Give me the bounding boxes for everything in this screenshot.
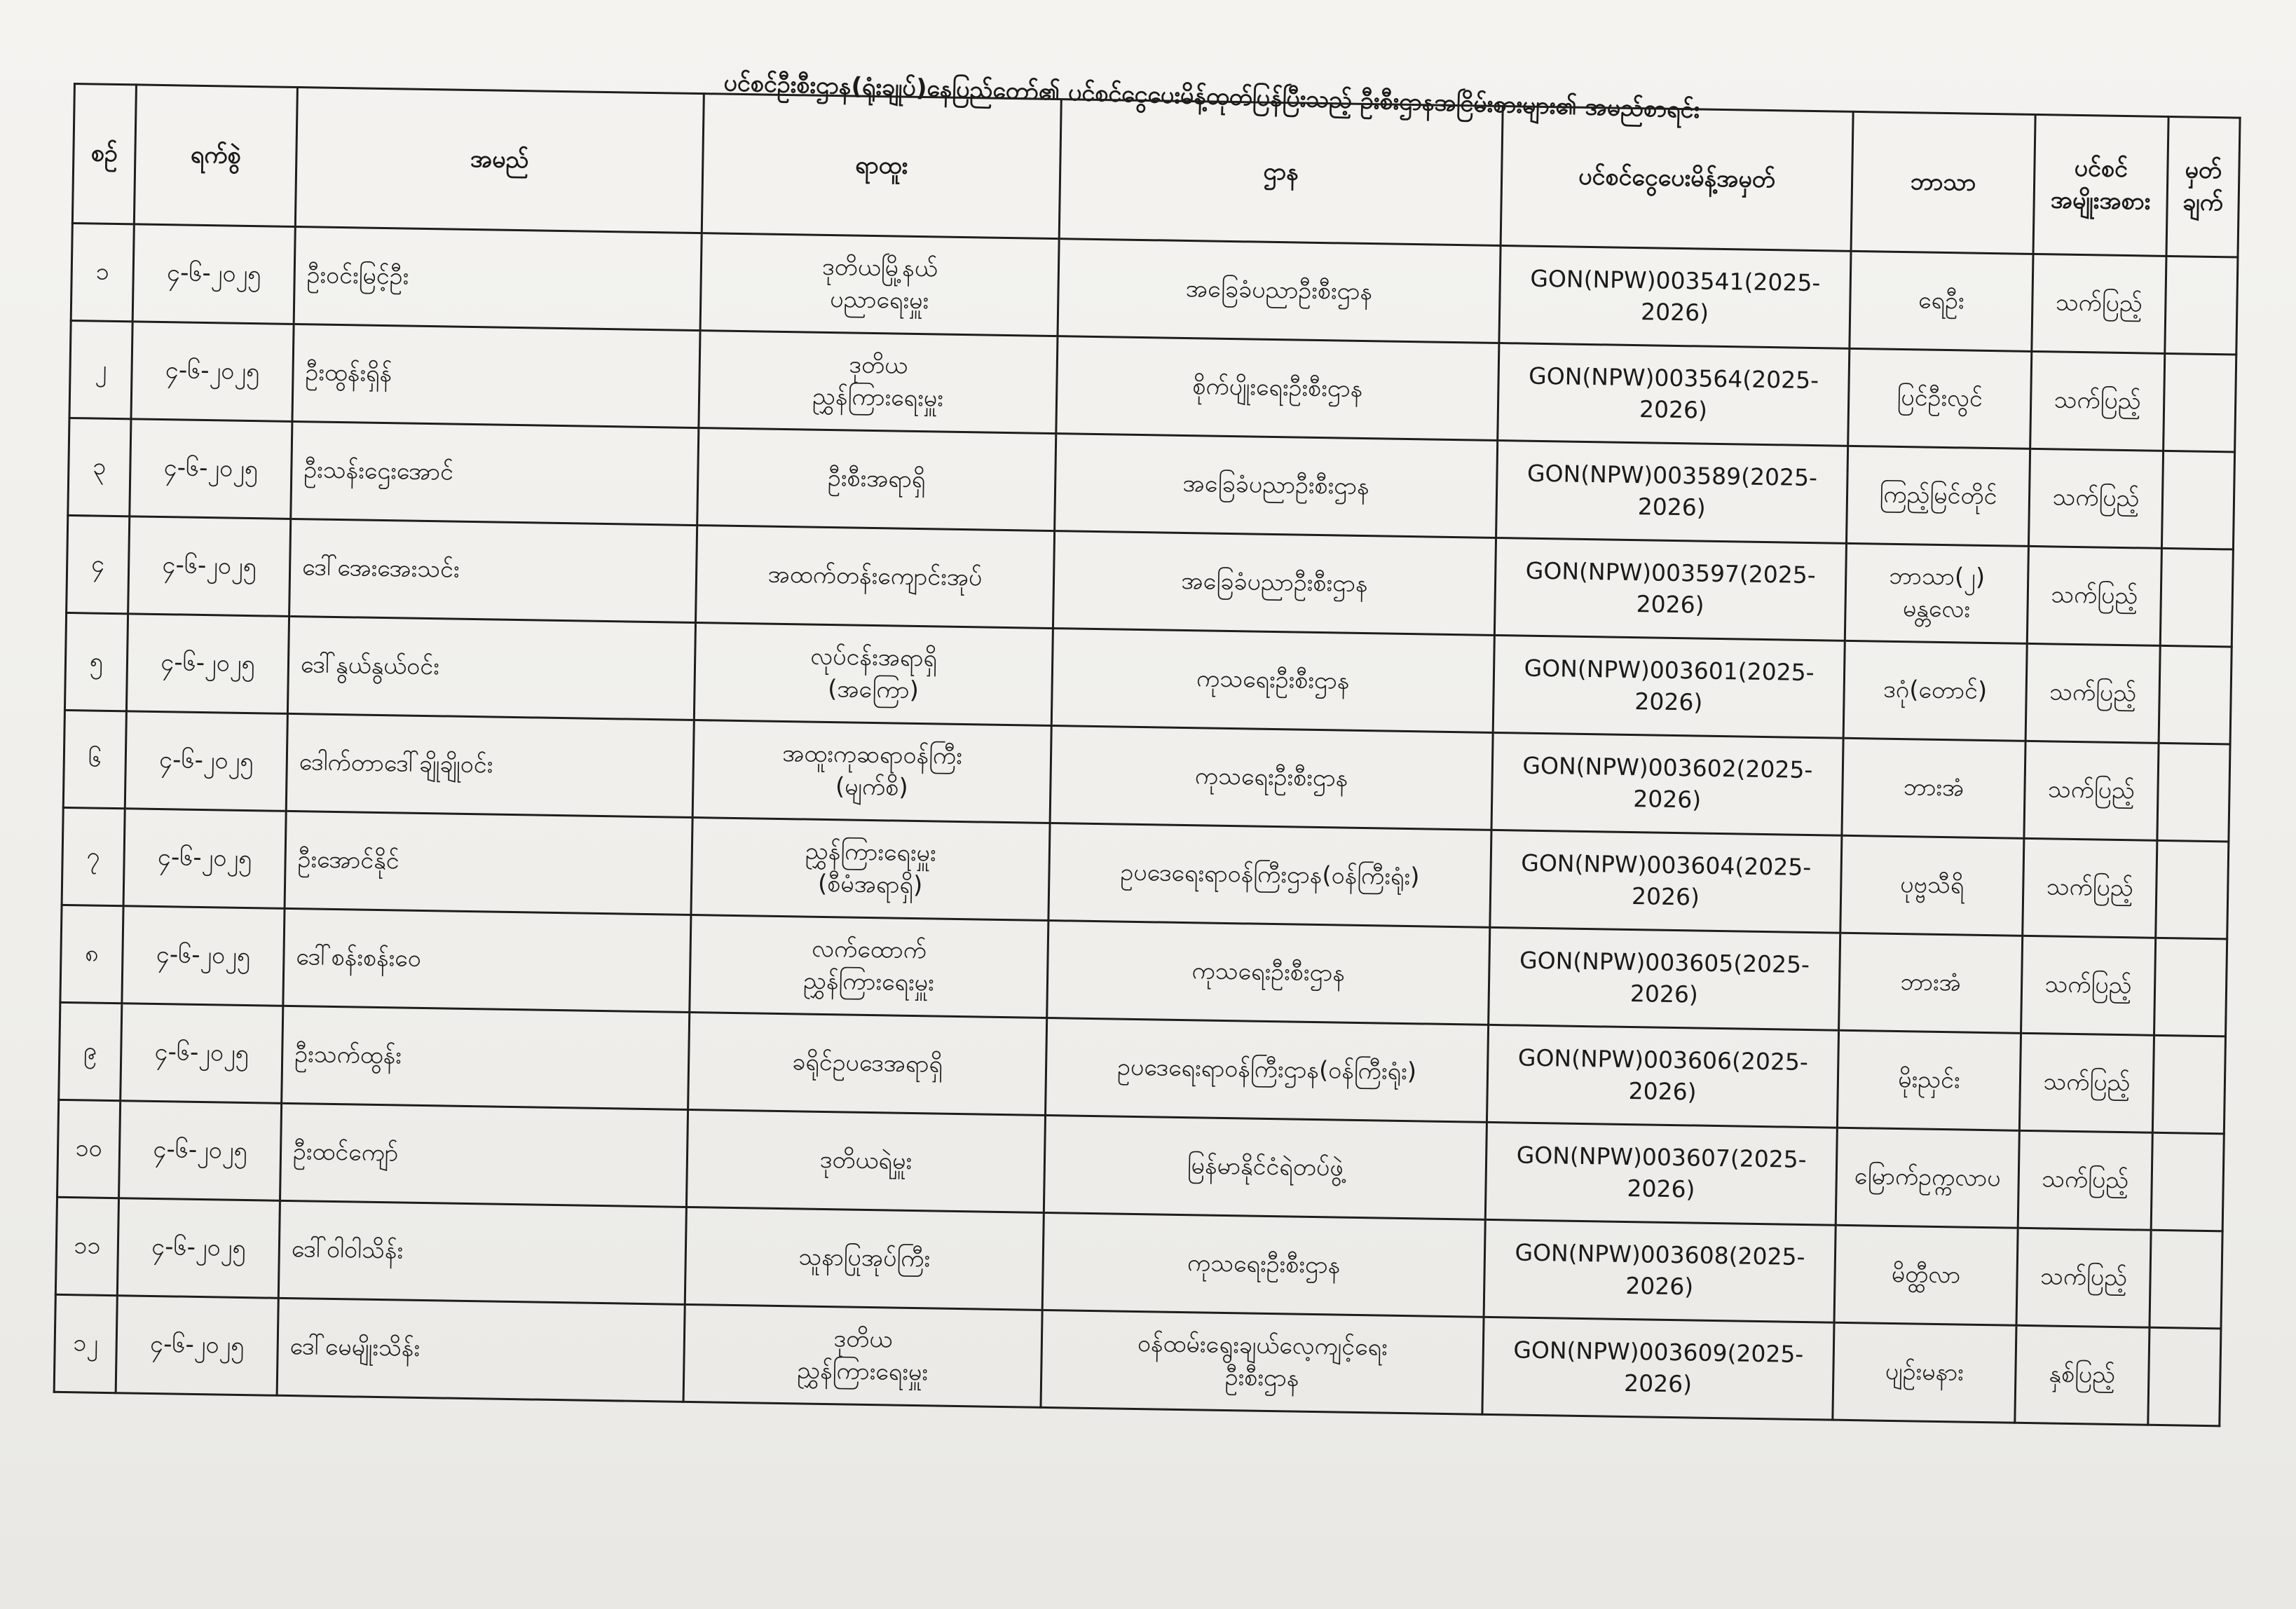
cell-name: ဒေါ်အေးအေးသင်း	[289, 519, 697, 622]
col-header-remarks-line2: ချက်	[2182, 188, 2224, 217]
cell-registration: GON(NPW)003564(2025-2026)	[1498, 343, 1850, 446]
pension-table	[53, 83, 2241, 1427]
cell-pension-type: နှစ်ပြည့်	[2015, 1325, 2150, 1425]
cell-pension-type: သက်ပြည့်	[2016, 1228, 2151, 1327]
cell-pension-type: သက်ပြည့်	[2018, 1130, 2152, 1230]
cell-faith	[1848, 348, 2032, 449]
cell-faith	[1834, 1225, 2018, 1325]
cell-name: ဒေါ်မေမျိုးသိန်း	[277, 1298, 685, 1402]
cell-registration: GON(NPW)003609(2025-2026)	[1482, 1317, 1834, 1420]
cell-date: ၄-၆-၂၀၂၅	[132, 224, 295, 324]
cell-position-line: ဒုတိယမြို့နယ်	[821, 252, 938, 283]
cell-faith	[1836, 1128, 2019, 1228]
cell-faith-line: ဘားအံ	[1900, 968, 1962, 997]
cell-department	[1055, 434, 1498, 538]
table-body	[54, 223, 2238, 1425]
cell-position	[690, 915, 1048, 1018]
cell-date: ၄-၆-၂၀၂၅	[131, 322, 294, 422]
cell-faith-line: မြောက်ဥက္ကလာပ	[1854, 1162, 2002, 1193]
cell-department-line: အခြေခံပညာဦးစီးဌာန	[1182, 469, 1370, 501]
cell-position	[686, 1109, 1045, 1212]
cell-pension-type: သက်ပြည့်	[2025, 643, 2160, 743]
cell-pension-type: သက်ပြည့်	[2021, 936, 2156, 1035]
cell-position-line: (စီမံအရာရှိ)	[817, 869, 923, 900]
cell-no: ၆	[63, 710, 126, 808]
cell-date: ၄-၆-၂၀၂၅	[123, 809, 286, 909]
cell-department	[1048, 823, 1491, 928]
cell-date: ၄-၆-၂၀၂၅	[117, 1198, 280, 1299]
cell-faith	[1840, 835, 2024, 936]
cell-department-line: ကုသရေးဦးစီးဌာန	[1194, 762, 1348, 793]
cell-faith-line: မိတ္ထီလာ	[1891, 1260, 1961, 1289]
cell-no: ၁	[71, 223, 134, 321]
cell-registration: GON(NPW)003604(2025-2026)	[1490, 830, 1842, 933]
cell-department-line: စိုက်ပျိုးရေးဦးစီးဌာန	[1192, 372, 1363, 403]
cell-no: ၇	[62, 807, 125, 905]
cell-faith-line: ဘားအံ	[1903, 773, 1964, 802]
col-header-faith: ဘာသာ	[1851, 111, 2035, 254]
cell-remarks	[2157, 743, 2230, 842]
cell-no: ၅	[64, 612, 128, 711]
cell-registration: GON(NPW)003602(2025-2026)	[1491, 732, 1843, 835]
cell-remarks	[2148, 1327, 2221, 1426]
cell-registration: GON(NPW)003607(2025-2026)	[1485, 1122, 1837, 1225]
cell-position-line: ဒုတိယ	[833, 1324, 893, 1354]
cell-no: ၃	[68, 418, 131, 516]
cell-department	[1046, 1018, 1489, 1122]
cell-registration: GON(NPW)003597(2025-2026)	[1494, 538, 1846, 641]
cell-name: ဦးထွန်းရှိန်	[292, 324, 700, 427]
cell-position-line: အထူးကုဆရာဝန်ကြီး	[781, 739, 963, 771]
cell-faith-line: ကြည့်မြင်တိုင်	[1879, 480, 1997, 511]
cell-faith	[1837, 1030, 2021, 1130]
cell-position-line: ပညာရေးမှူး	[829, 285, 929, 315]
cell-department-line: ကုသရေးဦးစီးဌာန	[1187, 1249, 1341, 1280]
cell-pension-type: သက်ပြည့်	[2032, 254, 2166, 353]
cell-faith	[1842, 738, 2025, 838]
cell-faith-line: ဘာသာ(၂)	[1889, 561, 1986, 592]
cell-faith-line: ပြင်ဦးလွင်	[1897, 383, 1983, 413]
cell-no: ၁၀	[57, 1100, 121, 1198]
cell-faith-line: ဒဂုံ(တောင်)	[1882, 675, 1988, 706]
col-header-type	[2033, 114, 2168, 256]
cell-department-line: ဦးစီးဌာန	[1224, 1363, 1299, 1392]
cell-position-line: ညွှန်ကြားရေးမှူး	[812, 382, 944, 413]
cell-pension-type: သက်ပြည့်	[2028, 449, 2163, 548]
cell-position-line: ညွှန်ကြားရေးမှူး	[805, 837, 937, 868]
cell-faith	[1839, 933, 2023, 1033]
cell-department	[1041, 1310, 1484, 1414]
cell-faith-line: ရေဦး	[1918, 286, 1964, 315]
cell-date: ၄-၆-၂၀၂၅	[121, 1004, 283, 1104]
cell-department-line: မြန်မာနိုင်ငံရဲတပ်ဖွဲ့	[1187, 1151, 1344, 1182]
col-header-type-line2: အမျိုးအစား	[2050, 186, 2151, 216]
cell-faith-line: မိုးညှင်း	[1897, 1065, 1960, 1095]
cell-remarks	[2161, 451, 2234, 549]
cell-remarks	[2150, 1230, 2222, 1329]
col-header-position: ရာထူး	[702, 94, 1061, 239]
cell-department-line: အခြေခံပညာဦးစီးဌာန	[1181, 566, 1368, 598]
cell-no: ၁၁	[55, 1197, 118, 1295]
cell-faith	[1843, 641, 2027, 741]
cell-position-line: လုပ်ငန်းအရာရှိ	[810, 642, 938, 673]
cell-position	[683, 1304, 1042, 1407]
cell-department	[1042, 1212, 1485, 1317]
cell-remarks	[2151, 1132, 2224, 1231]
cell-department	[1053, 531, 1496, 636]
cell-name: ဦးထင်ကျော်	[280, 1103, 688, 1207]
cell-position	[691, 818, 1050, 921]
cell-department-line: ဥပဒေရေးရာဝန်ကြီးဌာန(ဝန်ကြီးရုံး)	[1120, 858, 1420, 891]
cell-remarks	[2154, 938, 2227, 1036]
cell-position-line: ညွှန်ကြားရေးမှူး	[802, 966, 935, 997]
cell-position-line: ခရိုင်ဥပဒေအရာရှိ	[791, 1048, 943, 1079]
cell-position	[692, 720, 1051, 823]
cell-position-line: လက်ထောက်	[812, 934, 927, 965]
col-header-registration: ပင်စင်ငွေပေးမိန့်အမှတ်	[1501, 107, 1853, 252]
cell-name: ဦးသန်းဌေးအောင်	[291, 421, 699, 525]
cell-remarks	[2156, 840, 2229, 939]
cell-pension-type: သက်ပြည့်	[2027, 546, 2161, 645]
cell-position	[685, 1207, 1044, 1310]
cell-name: ဦးအောင်နိုင်	[285, 811, 692, 915]
cell-registration: GON(NPW)003606(2025-2026)	[1487, 1025, 1838, 1128]
cell-position	[700, 233, 1059, 336]
cell-no: ၄	[67, 515, 130, 613]
cell-name: ဒေါ်နွယ်နွယ်ဝင်း	[287, 616, 695, 720]
cell-position-line: သူနာပြုအုပ်ကြီး	[798, 1242, 931, 1273]
cell-position	[697, 428, 1056, 531]
cell-date: ၄-၆-၂၀၂၅	[119, 1101, 282, 1201]
cell-faith	[1850, 251, 2033, 351]
cell-position-line: ဦးစီးအရာရှိ	[827, 464, 926, 494]
cell-department	[1056, 336, 1499, 441]
cell-no: ၈	[60, 905, 123, 1003]
cell-position-line: (မျက်စိ)	[835, 772, 909, 802]
cell-department	[1050, 726, 1493, 830]
cell-faith	[1846, 446, 2030, 546]
cell-name: ဒေါက်တာဒေါ်ချိုချိုဝင်း	[286, 713, 694, 817]
col-header-remarks	[2166, 116, 2240, 257]
cell-position	[694, 623, 1053, 726]
cell-position-line: (အကြော)	[827, 675, 920, 705]
cell-remarks	[2164, 353, 2236, 452]
cell-registration: GON(NPW)003589(2025-2026)	[1496, 440, 1848, 543]
cell-faith-line: ပုဗ္ဗသီရိ	[1899, 870, 1964, 900]
cell-position-line: ညွှန်ကြားရေးမှူး	[797, 1356, 929, 1387]
cell-registration: GON(NPW)003608(2025-2026)	[1484, 1219, 1836, 1322]
cell-department	[1047, 920, 1490, 1025]
cell-pension-type: သက်ပြည့်	[2030, 351, 2165, 451]
col-header-remarks-line1: မှတ်	[2185, 156, 2222, 185]
cell-date: ၄-၆-၂၀၂၅	[116, 1296, 278, 1396]
cell-pension-type: သက်ပြည့်	[2019, 1033, 2154, 1132]
cell-position	[696, 526, 1055, 629]
pension-table-frame	[51, 83, 2239, 1539]
cell-department	[1058, 239, 1501, 343]
cell-position-line: အထက်တန်းကျောင်းအုပ်	[767, 560, 983, 592]
cell-department-line: ကုသရေးဦးစီးဌာန	[1191, 957, 1346, 987]
cell-faith	[1845, 543, 2028, 643]
cell-registration: GON(NPW)003601(2025-2026)	[1493, 635, 1845, 738]
cell-department-line: ဥပဒေရေးရာဝန်ကြီးဌာန(ဝန်ကြီးရုံး)	[1116, 1053, 1417, 1086]
cell-department	[1044, 1115, 1487, 1219]
cell-position-line: ဒုတိယ	[849, 350, 908, 380]
cell-department-line: ကုသရေးဦးစီးဌာန	[1196, 664, 1350, 695]
cell-position	[699, 331, 1058, 434]
cell-date: ၄-၆-၂၀၂၅	[130, 419, 292, 519]
cell-faith-line: မန္တလေး	[1902, 594, 1971, 624]
cell-faith	[1833, 1322, 2016, 1423]
cell-registration: GON(NPW)003605(2025-2026)	[1489, 927, 1840, 1030]
cell-no: ၂	[69, 320, 132, 418]
cell-name: ဦးဝင်းမြင့်ဦး	[294, 226, 702, 330]
cell-name: ဒေါ်စန်းစန်းဝေ	[283, 908, 691, 1012]
cell-faith-line: ပျဉ်းမနား	[1885, 1357, 1964, 1387]
col-header-date: ရက်စွဲ	[134, 85, 297, 227]
col-header-no: စဉ်	[72, 84, 136, 224]
cell-remarks	[2160, 548, 2233, 647]
cell-remarks	[2159, 645, 2232, 744]
cell-department-line: အခြေခံပညာဦးစီးဌာန	[1185, 275, 1373, 306]
cell-pension-type: သက်ပြည့်	[2023, 838, 2157, 938]
cell-no: ၁၂	[54, 1294, 117, 1392]
cell-date: ၄-၆-၂၀၂၅	[126, 614, 289, 714]
col-header-department: ဌာန	[1059, 100, 1503, 246]
cell-remarks	[2152, 1035, 2225, 1134]
cell-position-line: ဒုတိယရဲမှူး	[819, 1145, 913, 1176]
cell-no: ၉	[59, 1002, 122, 1100]
cell-date: ၄-၆-၂၀၂၅	[122, 906, 285, 1006]
cell-registration: GON(NPW)003541(2025-2026)	[1499, 246, 1851, 349]
col-header-name: အမည်	[295, 88, 704, 233]
cell-date: ၄-၆-၂၀၂၅	[125, 711, 287, 812]
cell-name: ဦးသက်ထွန်း	[282, 1006, 690, 1109]
cell-name: ဒေါ်ဝါဝါသိန်း	[278, 1200, 686, 1304]
cell-position	[688, 1012, 1047, 1115]
cell-department	[1051, 629, 1494, 733]
document-title: ပင်စင်ဦးစီးဌာန(ရုံးချုပ်)နေပြည်တော်၏ ပင်စင်ငွေပေးမိန့်ထုတ်ပြန်ပြီးသည့် ဦးစီးဌာနအငြိမ်းစားများ၏ အမည်စာရင်း	[723, 69, 1700, 124]
cell-remarks	[2165, 256, 2238, 355]
cell-date: ၄-၆-၂၀၂၅	[128, 516, 291, 617]
cell-department-line: ဝန်ထမ်းရွေးချယ်လေ့ကျင့်ရေး	[1137, 1329, 1388, 1362]
col-header-type-line1: ပင်စင်	[2074, 153, 2128, 184]
cell-pension-type: သက်ပြည့်	[2024, 741, 2159, 840]
